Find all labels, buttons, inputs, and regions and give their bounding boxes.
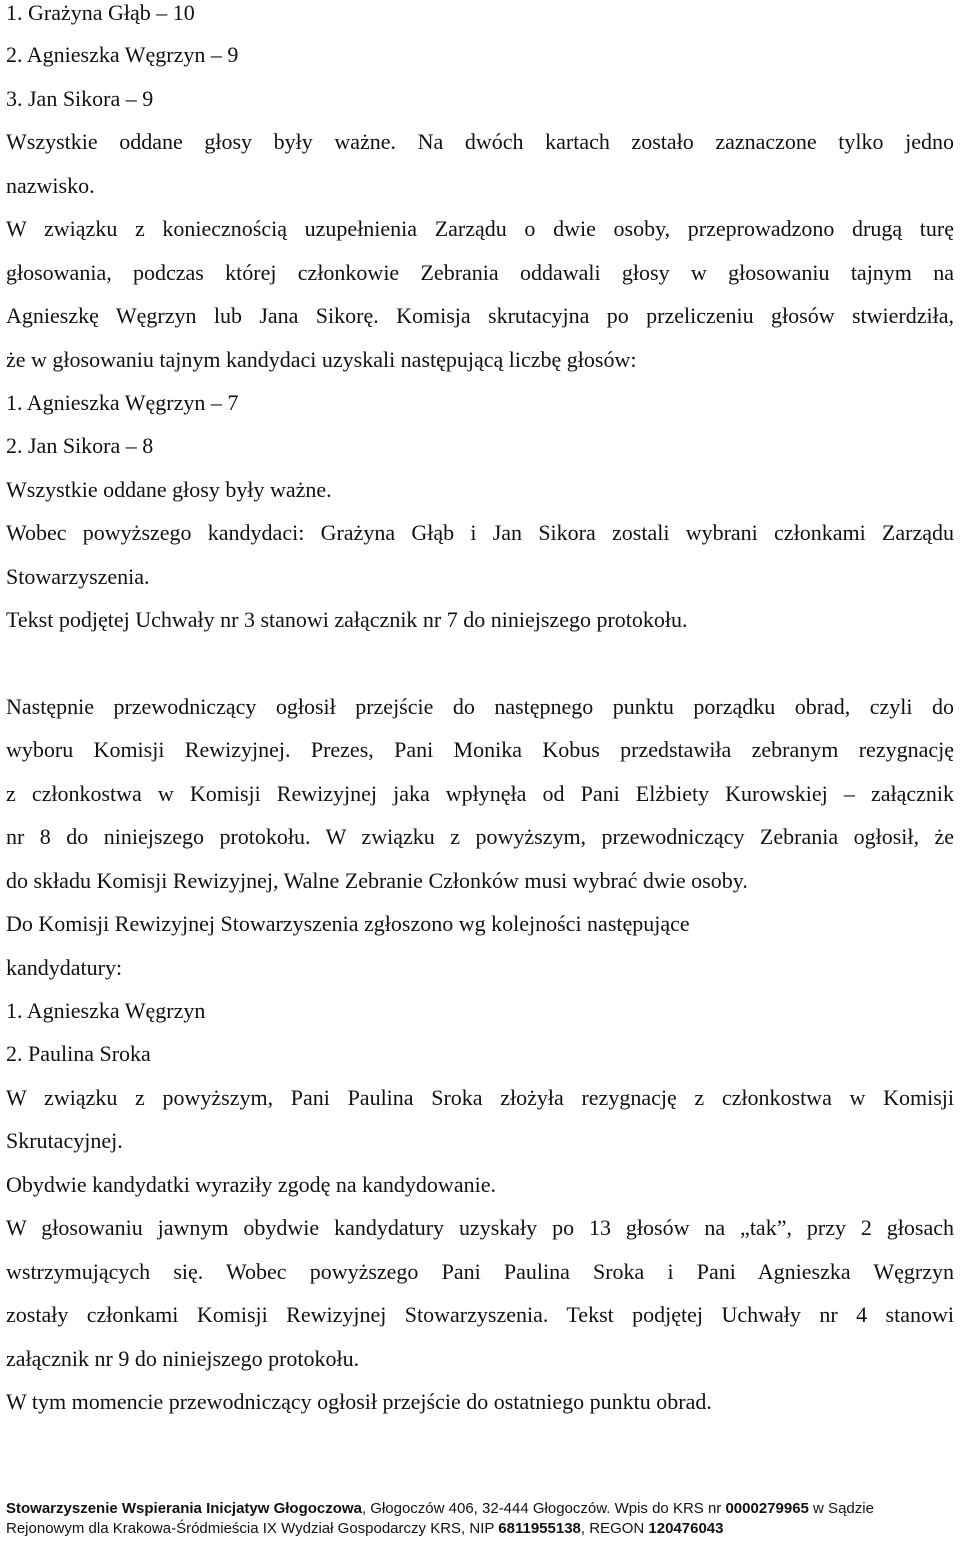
second-round-paragraph-line1: W związku z koniecznością uzupełnienia Zarządu o dwie osoby, przeprowadzono drugą turę xyxy=(6,216,954,241)
elected-line1: Wobec powyższego kandydaci: Grażyna Głąb i Jan Sikora zostali wybrani członkami Zarządu xyxy=(6,520,954,545)
footer-court: w Sądzie xyxy=(808,1500,874,1517)
second-round-result-1: 1. Agnieszka Węgrzyn – 7 xyxy=(6,390,239,415)
second-round-paragraph-line4: że w głosowaniu tajnym kandydaci uzyskali następującą liczbę głosów: xyxy=(6,347,637,372)
audit-committee-line6: Do Komisji Rewizyjnej Stowarzyszenia zgłoszono wg kolejności następujące xyxy=(6,911,690,936)
audit-committee-line13: zostały członkami Komisji Rewizyjnej Stowarzyszenia. Tekst podjętej Uchwały nr 4 stanowi xyxy=(6,1302,954,1327)
footer-address: , Głogoczów 406, 32-444 Głogoczów. Wpis do KRS nr xyxy=(361,1500,726,1517)
footer-court-name: Rejonowym dla Krakowa-Śródmieścia IX Wydział Gospodarczy KRS, NIP xyxy=(6,1520,499,1537)
audit-committee-line12: wstrzymujących się. Wobec powyższego Pani Paulina Sroka i Pani Agnieszka Węgrzyn xyxy=(6,1259,954,1284)
audit-committee-line11: W głosowaniu jawnym obydwie kandydatury uzyskały po 13 głosów na „tak”, przy 2 głosach xyxy=(6,1215,954,1240)
candidate-2: 2. Paulina Sroka xyxy=(6,1041,151,1066)
first-vote-result-3: 3. Jan Sikora – 9 xyxy=(6,86,154,111)
audit-committee-line10: Obydwie kandydatki wyraziły zgodę na kandydowanie. xyxy=(6,1172,496,1197)
footer-line2 xyxy=(6,1519,724,1539)
resolution-3-text: Tekst podjętej Uchwały nr 3 stanowi załącznik nr 7 do niniejszego protokołu. xyxy=(6,607,688,632)
audit-committee-line8: W związku z powyższym, Pani Paulina Sroka złożyła rezygnację z członkostwa w Komisji xyxy=(6,1085,954,1110)
second-round-paragraph-line3: Agnieszkę Węgrzyn lub Jana Sikorę. Komisja skrutacyjna po przeliczeniu głosów stwierdziła, xyxy=(6,303,954,328)
first-vote-valid-line2: nazwisko. xyxy=(6,173,95,198)
audit-committee-line3: z członkostwa w Komisji Rewizyjnej jaka wpłynęła od Pani Elżbiety Kurowskiej – załącznik xyxy=(6,781,954,806)
first-vote-valid-line1: Wszystkie oddane głosy były ważne. Na dwóch kartach zostało zaznaczone tylko jedno xyxy=(6,129,954,154)
audit-committee-line15: W tym momencie przewodniczący ogłosił przejście do ostatniego punktu obrad. xyxy=(6,1389,712,1414)
footer-org-name: Stowarzyszenie Wspierania Inicjatyw Głogoczowa xyxy=(6,1500,362,1517)
footer-krs: 0000279965 xyxy=(725,1500,809,1517)
first-vote-result-2: 2. Agnieszka Węgrzyn – 9 xyxy=(6,42,239,67)
audit-committee-line7: kandydatury: xyxy=(6,955,123,980)
candidate-1: 1. Agnieszka Węgrzyn xyxy=(6,998,206,1023)
footer-regon-label: , REGON xyxy=(580,1520,649,1537)
audit-committee-line2: wyboru Komisji Rewizyjnej. Prezes, Pani Monika Kobus przedstawiła zebranym rezygnację xyxy=(6,737,954,762)
second-round-paragraph-line2: głosowania, podczas której członkowie Zebrania oddawali głosy w głosowaniu tajnym na xyxy=(6,260,954,285)
second-round-result-2: 2. Jan Sikora – 8 xyxy=(6,433,154,458)
footer-line1 xyxy=(6,1499,874,1519)
audit-committee-line9: Skrutacyjnej. xyxy=(6,1128,123,1153)
audit-committee-line4: nr 8 do niniejszego protokołu. W związku z powyższym, przewodniczący Zebrania ogłosił, że xyxy=(6,824,954,849)
footer-regon: 120476043 xyxy=(648,1520,724,1537)
audit-committee-line5: do składu Komisji Rewizyjnej, Walne Zebranie Członków musi wybrać dwie osoby. xyxy=(6,868,748,893)
first-vote-result-1: 1. Grażyna Głąb – 10 xyxy=(6,0,195,25)
elected-line2: Stowarzyszenia. xyxy=(6,564,150,589)
second-round-valid: Wszystkie oddane głosy były ważne. xyxy=(6,477,332,502)
audit-committee-line1: Następnie przewodniczący ogłosił przejście do następnego punktu porządku obrad, czyli do xyxy=(6,694,954,719)
audit-committee-line14: załącznik nr 9 do niniejszego protokołu. xyxy=(6,1346,360,1371)
footer-nip: 6811955138 xyxy=(498,1520,581,1537)
